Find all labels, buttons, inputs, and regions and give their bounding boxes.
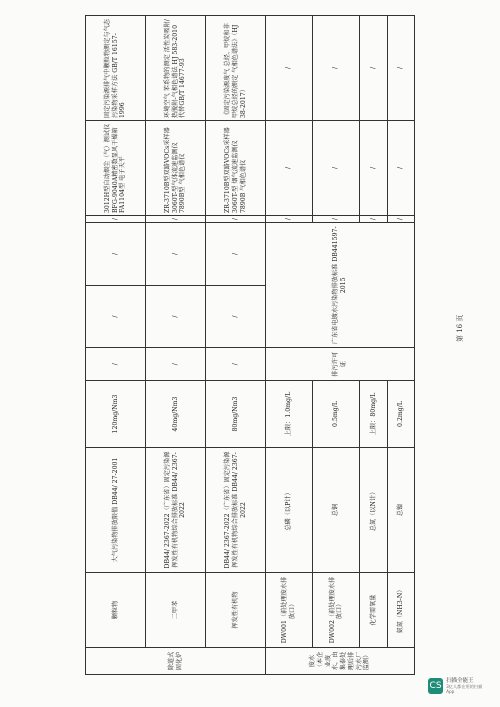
water-outlet1: DW001（前处理废水排放口） bbox=[266, 573, 313, 648]
water-item-5: 总铜 bbox=[313, 448, 360, 573]
water-item-1: 化学需氧量 bbox=[360, 573, 387, 648]
row1-col5: / bbox=[86, 348, 146, 381]
row2-standard: DB44/ 2367-2022（广东省）固定污染源挥发性有机物综合排放标准 DB44/ 2367-2022 bbox=[146, 448, 206, 573]
row2-col5: / bbox=[146, 348, 206, 381]
row2-limit: 40mg/Nm3 bbox=[146, 381, 206, 448]
row3-col8: / bbox=[206, 216, 266, 223]
row2-item: 二甲苯 bbox=[146, 573, 206, 648]
water-slash-a: / bbox=[266, 216, 313, 223]
row3-col5: / bbox=[206, 348, 266, 381]
water-item-7: 总镍 bbox=[387, 448, 414, 573]
water-slash-l: / bbox=[387, 16, 414, 121]
monitoring-table bbox=[85, 15, 415, 675]
table-wrapper bbox=[85, 15, 445, 675]
water-limit-5: 0.5mg/L bbox=[313, 381, 360, 448]
water-slash-h: / bbox=[360, 121, 387, 216]
air-group-cell: 除道式固化炉 bbox=[86, 648, 266, 675]
table-row bbox=[206, 16, 266, 675]
row3-col7: / bbox=[206, 223, 266, 286]
row3-col6: / bbox=[206, 285, 266, 348]
water-item-0: 总磷（以P计） bbox=[266, 448, 313, 573]
table-row bbox=[146, 16, 206, 675]
row1-item: 颗粒物 bbox=[86, 573, 146, 648]
water-standard: 广东省电镀水污染物排放标准 DB441597-2015 bbox=[266, 223, 415, 348]
water-item-2: 总氮（以N计） bbox=[360, 448, 387, 573]
row2-col8: / bbox=[146, 216, 206, 223]
table-row bbox=[266, 16, 313, 675]
row1-instrument: 3012H型自动烟尘（气）测试仪 BFG-9040A精密数显风干燥箱 FA1104型 电子天平 bbox=[86, 121, 146, 216]
scanner-watermark bbox=[428, 676, 488, 696]
row1-limit: 120mg/Nm3 bbox=[86, 381, 146, 448]
row2-col6: / bbox=[146, 285, 206, 348]
row3-method: 《固定污染源废气 总烃、甲烷和非甲烷总烃的测定 气相色谱法》（HJ 38-2017） bbox=[206, 16, 266, 121]
water-slash-c: / bbox=[266, 16, 313, 121]
row3-item: 挥发性有机物 bbox=[206, 573, 266, 648]
row2-method: 环境空气 苯系物的测定 活性炭吸附/热脱附-气相色谱法 HJ 583-2010 代替GB/T 14677-93 bbox=[146, 16, 206, 121]
water-slash-g: / bbox=[360, 216, 387, 223]
water-slash-b: / bbox=[266, 121, 313, 216]
page-number: 第 16 页 bbox=[456, 314, 464, 342]
water-limit-0: 上限：1.0mg/L bbox=[266, 381, 313, 448]
water-std-label: 排污许可证 bbox=[266, 348, 415, 381]
row1-col8: / bbox=[86, 216, 146, 223]
scanner-sub: 3亿人都在用的扫描App bbox=[446, 684, 483, 695]
water-slash-j: / bbox=[387, 216, 414, 223]
row1-col7: / bbox=[86, 223, 146, 286]
row1-col6: / bbox=[86, 285, 146, 348]
water-group-cell: 废水（本企业废水，由集泰处理后排污水厂监测） bbox=[266, 648, 415, 675]
scanner-name: 扫描全能王 bbox=[446, 677, 474, 684]
row2-instrument: ZR-3710B型双路VOCs采样器 3060T-型气体流速监测仪 7890B型 气相色谱仪 bbox=[146, 121, 206, 216]
row3-limit: 80mg/Nm3 bbox=[206, 381, 266, 448]
row1-standard: 大气污染物排放限值 DB44/ 27-2001 bbox=[86, 448, 146, 573]
row3-instrument: ZR-3710B型双路VOCs采样器 3060T-型 烟气流速监测仪 7890B 气相色谱仪 bbox=[206, 121, 266, 216]
row1-method: 固定污染源排气中颗粒物测定与气态污染物采样方法 GB/T 16157-1996 bbox=[86, 16, 146, 121]
water-limit-1: 上限：80mg/L bbox=[360, 381, 387, 448]
water-slash-k: / bbox=[387, 121, 414, 216]
row3-standard: DB44/ 2367-2022（广东省）固定污染源挥发性有机物综合排放标准 DB44/ 2367-2022 bbox=[206, 448, 266, 573]
water-slash-i: / bbox=[360, 16, 387, 121]
row2-col7: / bbox=[146, 223, 206, 286]
water-limit-7: 0.2mg/L bbox=[387, 381, 414, 448]
cs-logo-icon: CS bbox=[428, 678, 443, 694]
water-item-3: 氨氮（NH3-N） bbox=[387, 573, 414, 648]
water-slash-f: / bbox=[313, 16, 360, 121]
table-row bbox=[86, 16, 146, 675]
water-slash-d: / bbox=[313, 216, 360, 223]
water-slash-e: / bbox=[313, 121, 360, 216]
water-outlet2: DW002（前处理废水排放口） bbox=[313, 573, 360, 648]
